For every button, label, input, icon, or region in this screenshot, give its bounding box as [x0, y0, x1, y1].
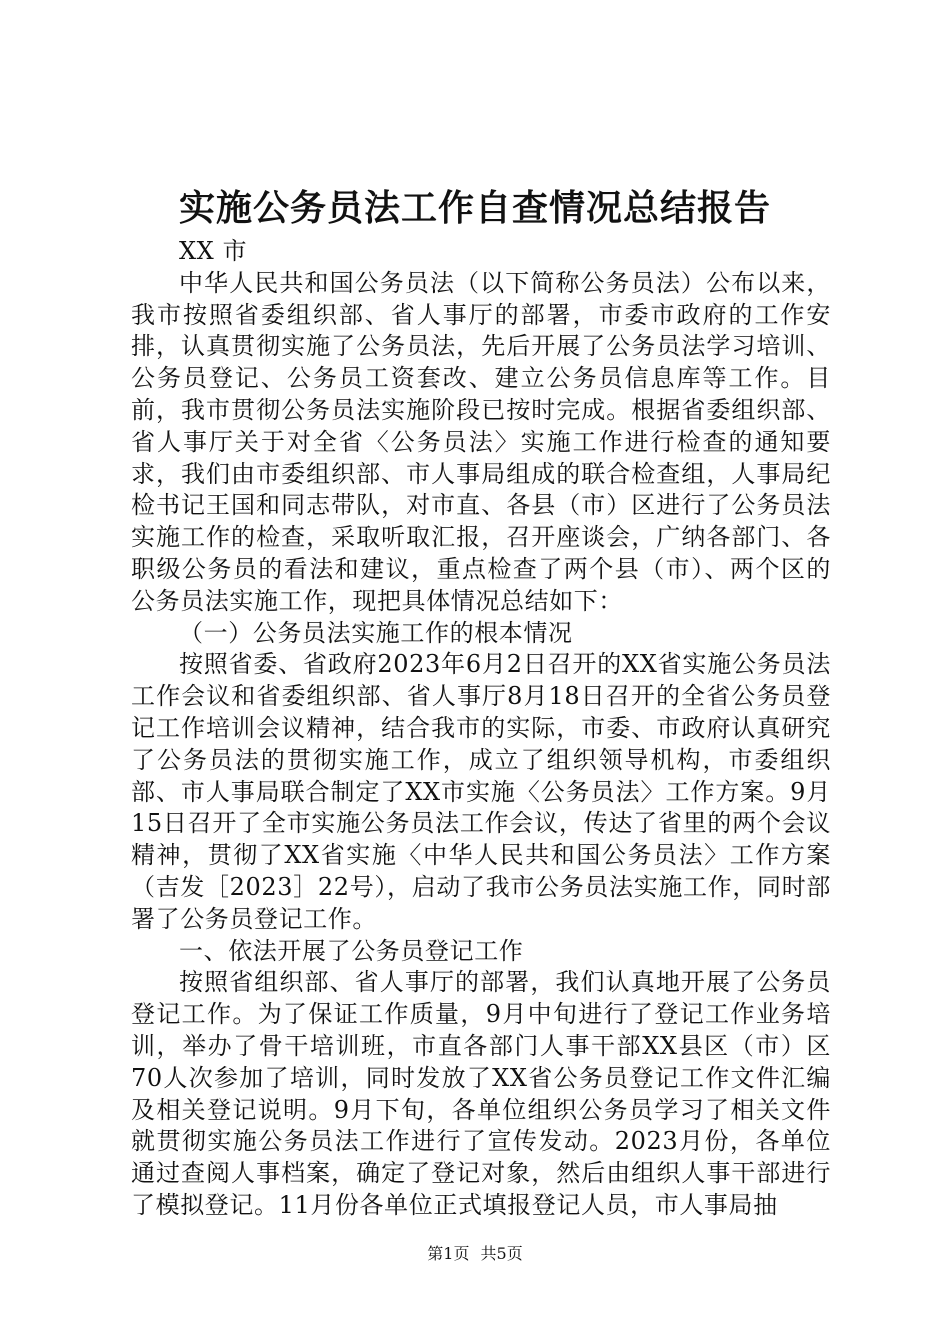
paragraph-intro: 中华人民共和国公务员法（以下简称公务员法）公布以来，我市按照省委组织部、省人事厅的部署，市委市政府的工作安排，认真贯彻实施了公务员法，先后开展了公务员法学习培训、公务员登记、公务员工资套改、建立公务员信息库等工作。目前，我市贯彻公务员法实施阶段已按时完成。根据省委组织部、省人事厅关于对全省〈公务员法〉实施工作进行检查的通知要求，我们由市委组织部、市人事局组成的联合检查组，人事局纪检书记王国和同志带队，对市直、各县（市）区进行了公务员法实施工作的检查，采取听取汇报，召开座谈会，广纳各部门、各职级公务员的看法和建议，重点检查了两个县（市）、两个区的公务员法实施工作，现把具体情况总结如下： [131, 268, 831, 615]
page-total: 共5页 [480, 1244, 523, 1263]
document-body [131, 236, 831, 1222]
page-number: 第1页 [427, 1244, 470, 1263]
page-footer [0, 1243, 950, 1265]
paragraph-registration: 按照省组织部、省人事厅的部署，我们认真地开展了公务员登记工作。为了保证工作质量，9月中旬进行了登记工作业务培训，举办了骨干培训班，市直各部门人事干部XX县区（市）区70人次参加了培训，同时发放了XX省公务员登记工作文件汇编及相关登记说明。9月下旬，各单位组织公务员学习了相关文件就贯彻实施公务员法工作进行了宣传发动。2023月份，各单位通过查阅人事档案，确定了登记对象，然后由组织人事干部进行了模拟登记。11月份各单位正式填报登记人员，市人事局抽 [131, 968, 831, 1219]
author-line: XX 市 [179, 237, 248, 265]
section-heading-registration: 一、依法开展了公务员登记工作 [179, 936, 524, 965]
paragraph-basic-situation: 按照省委、省政府2023年6月2日召开的XX省实施公务员法工作会议和省委组织部、省人事厅8月18日召开的全省公务员登记工作培训会议精神，结合我市的实际，市委、市政府认真研究了公务员法的贯彻实施工作，成立了组织领导机构，市委组织部、市人事局联合制定了XX市实施〈公务员法〉工作方案。9月15日召开了全市实施公务员法工作会议，传达了省里的两个会议精神，贯彻了XX省实施〈中华人民共和国公务员法〉工作方案（吉发［2023］22号），启动了我市公务员法实施工作，同时部署了公务员登记工作。 [131, 650, 831, 933]
document-title: 实施公务员法工作自查情况总结报告 [178, 187, 771, 229]
section-heading-basic-situation: （一）公务员法实施工作的根本情况 [179, 618, 573, 647]
